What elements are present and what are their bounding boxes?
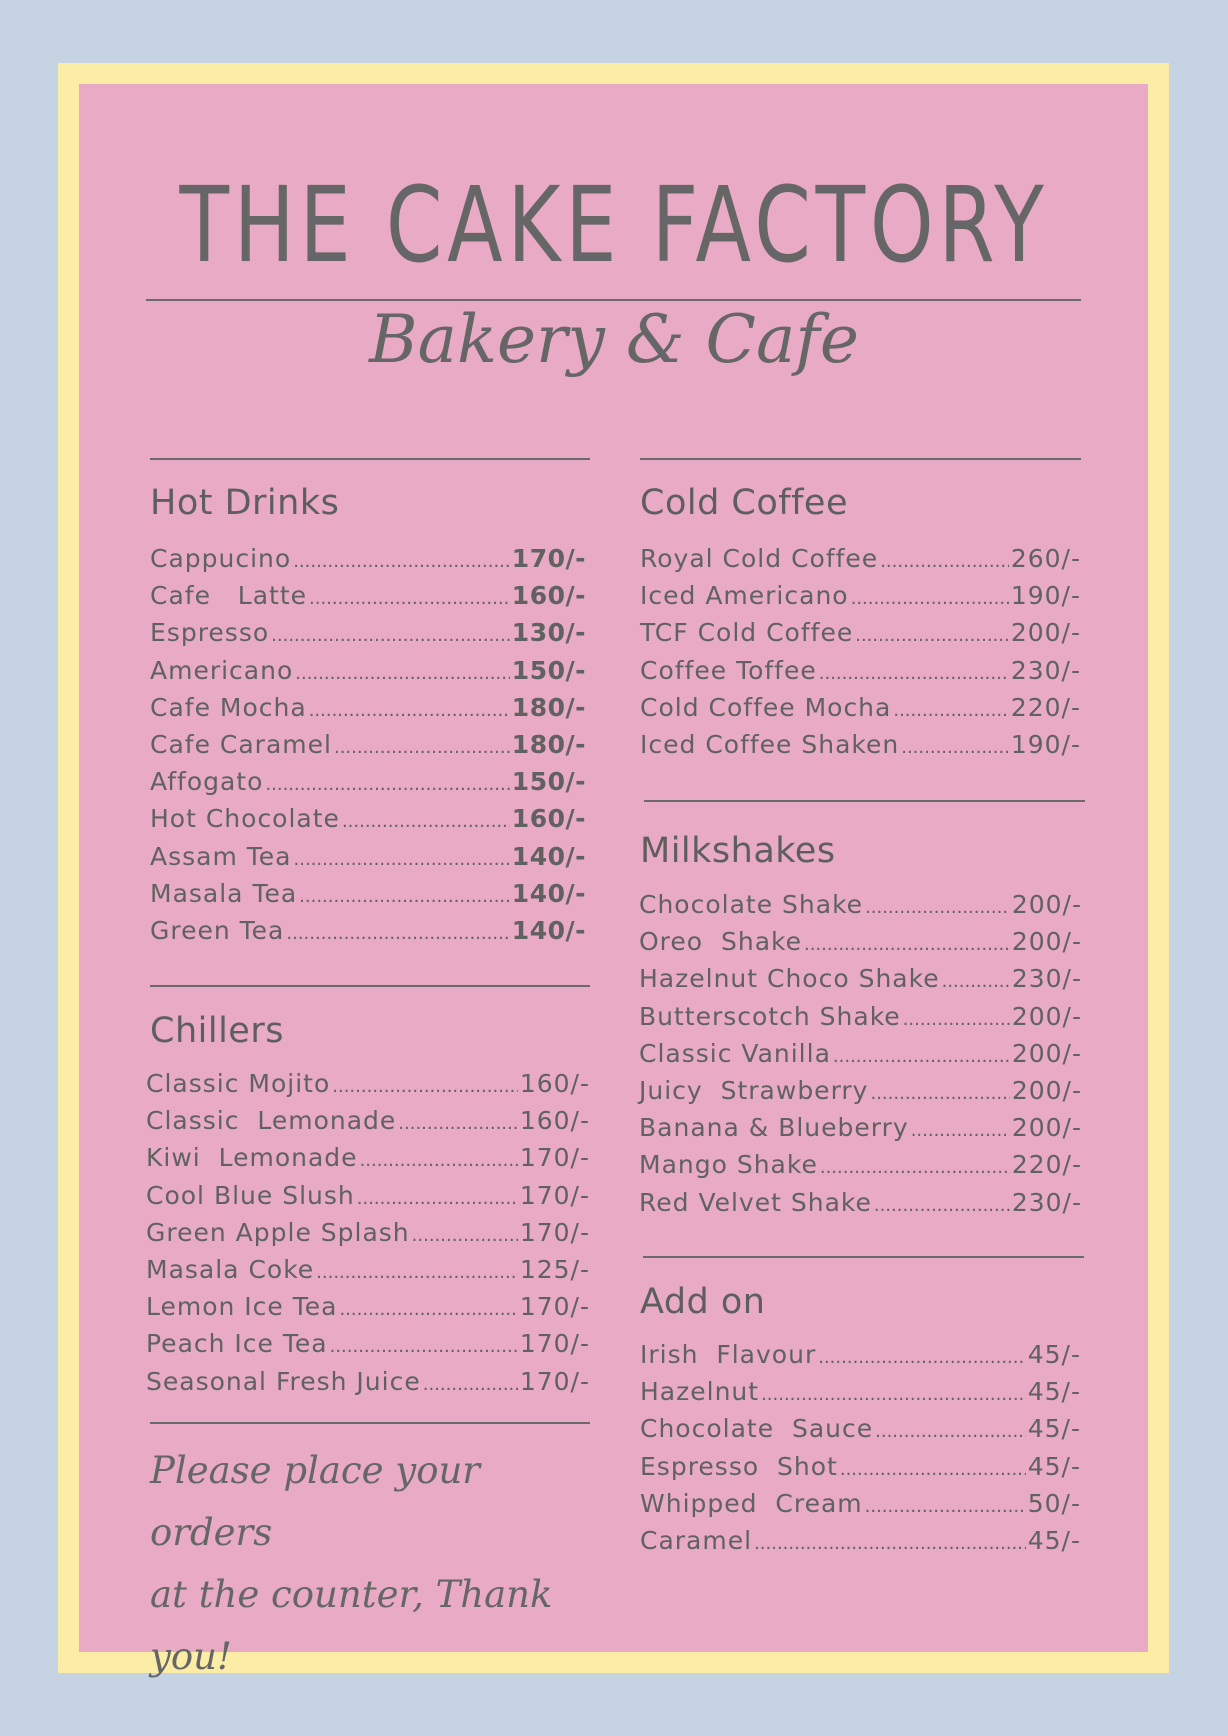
menu-item-price: 260/- [1010,544,1081,573]
menu-item-name: Irish Flavour [640,1340,817,1369]
menu-item [639,1111,1082,1145]
menu-item-name: Mango Shake [639,1150,818,1180]
menu-item-price: 190/- [1010,581,1081,611]
menu-item-name: Hazelnut [640,1377,760,1407]
menu-item [639,1186,1082,1220]
menu-item-name: Assam Tea [150,841,292,871]
hot-drinks-divider [150,458,590,460]
menu-item [146,1179,590,1213]
dot-leader [293,545,510,579]
menu-item-name: Butterscotch Shake [639,1001,901,1031]
dot-leader [398,1107,518,1141]
menu-item-name: Affogato [150,767,264,797]
dot-leader [804,928,1010,962]
menu-item-name: Banana & Blueberry [639,1113,909,1143]
menu-item [146,1141,590,1175]
menu-item-name: Classic Vanilla [639,1038,831,1068]
menu-item-name: Juicy Strawberry [639,1076,869,1105]
menu-item-price: 200/- [1011,890,1082,919]
dot-leader [874,1189,1010,1223]
menu-item-name: Seasonal Fresh Juice [146,1366,421,1396]
menu-item-name: Classic Mojito [146,1069,331,1098]
menu-item [640,1375,1081,1409]
menu-item-price: 200/- [1011,1038,1082,1068]
menu-item-price: 130/- [511,618,586,648]
dot-leader [819,657,1009,691]
menu-item-name: Espresso [150,618,270,648]
menu-item-price: 140/- [511,841,586,871]
menu-item-name: Cafe Caramel [150,730,332,759]
order-note [150,1440,610,1688]
dot-leader [818,1341,1026,1375]
menu-item [146,1365,590,1399]
menu-item-price: 150/- [511,655,586,685]
dot-leader [334,731,510,765]
menu-item [640,728,1081,762]
menu-item [150,654,586,688]
menu-item-name: Royal Cold Coffee [640,544,879,573]
dot-leader [360,1144,518,1178]
dot-leader [855,619,1009,653]
menu-item-price: 160/- [519,1069,590,1098]
menu-item-name: Green Apple Splash [146,1217,410,1247]
menu-item-name: Masala Coke [146,1255,315,1284]
dot-leader [299,880,510,914]
menu-item [639,962,1082,996]
menu-item-price: 230/- [1011,964,1082,994]
menu-item-name: Red Velvet Shake [639,1187,872,1217]
menu-item-price: 180/- [511,692,586,722]
menu-item [150,914,586,948]
brand-title: THE CAKE FACTORY [179,164,1049,286]
menu-item-price: 220/- [1010,692,1081,722]
menu-item-price: 150/- [511,767,586,797]
menu-item-price: 170/- [519,1366,590,1396]
cold-coffee-title: Cold Coffee [640,483,848,523]
dot-leader [820,1151,1010,1185]
dot-leader [870,1077,1009,1111]
dot-leader [294,843,510,877]
cold-coffee-divider [640,458,1081,460]
menu-item-name: Coffee Toffee [640,655,817,685]
dot-leader [840,1453,1026,1487]
dot-leader [833,1040,1010,1074]
menu-item-name: Caramel [640,1526,753,1555]
menu-item [640,1338,1081,1372]
menu-item-price: 170/- [519,1292,590,1322]
menu-item-name: Cafe Mocha [150,692,307,722]
menu-item [640,542,1081,576]
menu-item-name: Chocolate Sauce [640,1414,874,1444]
dot-leader [339,1293,517,1327]
menu-item [640,1412,1081,1446]
menu-item-name: Oreo Shake [639,927,802,957]
menu-item-name: Chocolate Shake [639,890,864,919]
dot-leader [754,1527,1026,1561]
menu-item [150,616,586,650]
dot-leader [942,965,1010,999]
menu-item-price: 160/- [519,1106,590,1136]
menu-item [640,1487,1081,1521]
dot-leader [309,582,510,616]
brand-subtitle: Bakery & Cafe [369,301,859,378]
hot-drinks-title: Hot Drinks [150,483,340,523]
menu-item [146,1216,590,1250]
menu-item [146,1104,590,1138]
menu-item-name: Iced Coffee Shaken [640,730,900,759]
menu-item-price: 160/- [511,581,586,611]
menu-item-price: 200/- [1011,1076,1082,1105]
menu-item [146,1253,590,1287]
menu-item [639,1148,1082,1182]
menu-item [639,1037,1082,1071]
menu-item-price: 50/- [1027,1488,1081,1518]
chillers-divider [150,985,590,987]
menu-item-name: Lemon Ice Tea [146,1292,338,1322]
dot-leader [286,917,509,951]
dot-leader [412,1219,518,1253]
menu-item-name: Hazelnut Choco Shake [639,964,940,994]
menu-item [640,579,1081,613]
menu-item-name: Espresso Shot [640,1451,838,1481]
dot-leader [316,1256,518,1290]
menu-item-price: 230/- [1011,1187,1082,1217]
chillers-title: Chillers [150,1011,284,1051]
menu-item-name: Cool Blue Slush [146,1180,355,1210]
dot-leader [332,1070,518,1104]
menu-item [639,925,1082,959]
menu-item-name: Peach Ice Tea [146,1329,328,1359]
dot-leader [865,1490,1026,1524]
menu-item-price: 140/- [511,916,586,945]
menu-item-price: 45/- [1027,1451,1081,1481]
menu-item [150,691,586,725]
menu-item-price: 140/- [511,878,586,908]
menu-item [640,1450,1081,1484]
menu-item-name: Cold Coffee Mocha [640,692,892,722]
footer-divider [150,1422,590,1424]
menu-item-price: 200/- [1011,927,1082,957]
menu-item-price: 230/- [1010,655,1081,685]
menu-item-price: 170/- [519,1217,590,1247]
menu-item-price: 170/- [519,1143,590,1173]
menu-item-price: 200/- [1011,1113,1082,1143]
menu-item [150,840,586,874]
menu-item-price: 200/- [1010,618,1081,648]
menu-item-name: Cappucino [150,544,292,573]
dot-leader [893,694,1008,728]
dot-leader [901,731,1009,765]
menu-item [640,654,1081,688]
dot-leader [330,1330,518,1364]
menu-item [639,1074,1082,1108]
menu-item-price: 160/- [511,804,586,834]
add-on-title: Add on [640,1282,766,1322]
order-note-line-2: at the counter, Thank you! [150,1573,553,1678]
menu-item [639,1000,1082,1034]
menu-item [150,728,586,762]
dot-leader [295,657,510,691]
dot-leader [271,619,510,653]
menu-item-price: 45/- [1027,1377,1081,1407]
dot-leader [423,1368,518,1402]
menu-item-name: Green Tea [150,916,285,945]
menu-item-name: Hot Chocolate [150,804,340,834]
menu-item-price: 45/- [1027,1340,1081,1369]
order-note-line-1: Please place your orders [150,1449,480,1554]
menu-item-price: 170/- [519,1180,590,1210]
menu-item-name: Kiwi Lemonade [146,1143,358,1173]
menu-item [640,616,1081,650]
menu-item [150,542,586,576]
menu-item [146,1290,590,1324]
menu-item [146,1327,590,1361]
menu-item-name: Masala Tea [150,878,298,908]
dot-leader [911,1114,1010,1148]
menu-item-name: Iced Americano [640,581,849,611]
menu-item-price: 200/- [1011,1001,1082,1031]
dot-leader [875,1415,1026,1449]
menu-item [640,691,1081,725]
menu-item-price: 45/- [1027,1414,1081,1444]
dot-leader [309,694,510,728]
dot-leader [761,1378,1026,1412]
menu-item-name: Cafe Latte [150,581,308,611]
dot-leader [851,582,1009,616]
menu-item [150,877,586,911]
dot-leader [342,805,510,839]
menu-item [639,888,1082,922]
menu-item-price: 220/- [1011,1150,1082,1180]
dot-leader [357,1182,518,1216]
menu-item-price: 190/- [1010,730,1081,759]
milkshakes-title: Milkshakes [640,831,836,871]
menu-item-price: 45/- [1027,1526,1081,1555]
menu-item-name: Classic Lemonade [146,1106,397,1136]
menu-item-name: Whipped Cream [640,1488,863,1518]
milkshakes-divider [644,800,1085,802]
menu-item-price: 170/- [511,544,586,573]
menu-item-price: 180/- [511,730,586,759]
dot-leader [865,891,1010,925]
menu-item-name: TCF Cold Coffee [640,618,854,648]
menu-item-price: 125/- [519,1255,590,1284]
dot-leader [903,1003,1010,1037]
menu-item [150,802,586,836]
dot-leader [880,545,1009,579]
menu-item-name: Americano [150,655,294,685]
menu-item [146,1067,590,1101]
menu-item [150,579,586,613]
dot-leader [265,768,509,802]
menu-item [640,1524,1081,1558]
menu-item [150,765,586,799]
menu-item-price: 170/- [519,1329,590,1359]
add-on-divider [643,1256,1084,1258]
